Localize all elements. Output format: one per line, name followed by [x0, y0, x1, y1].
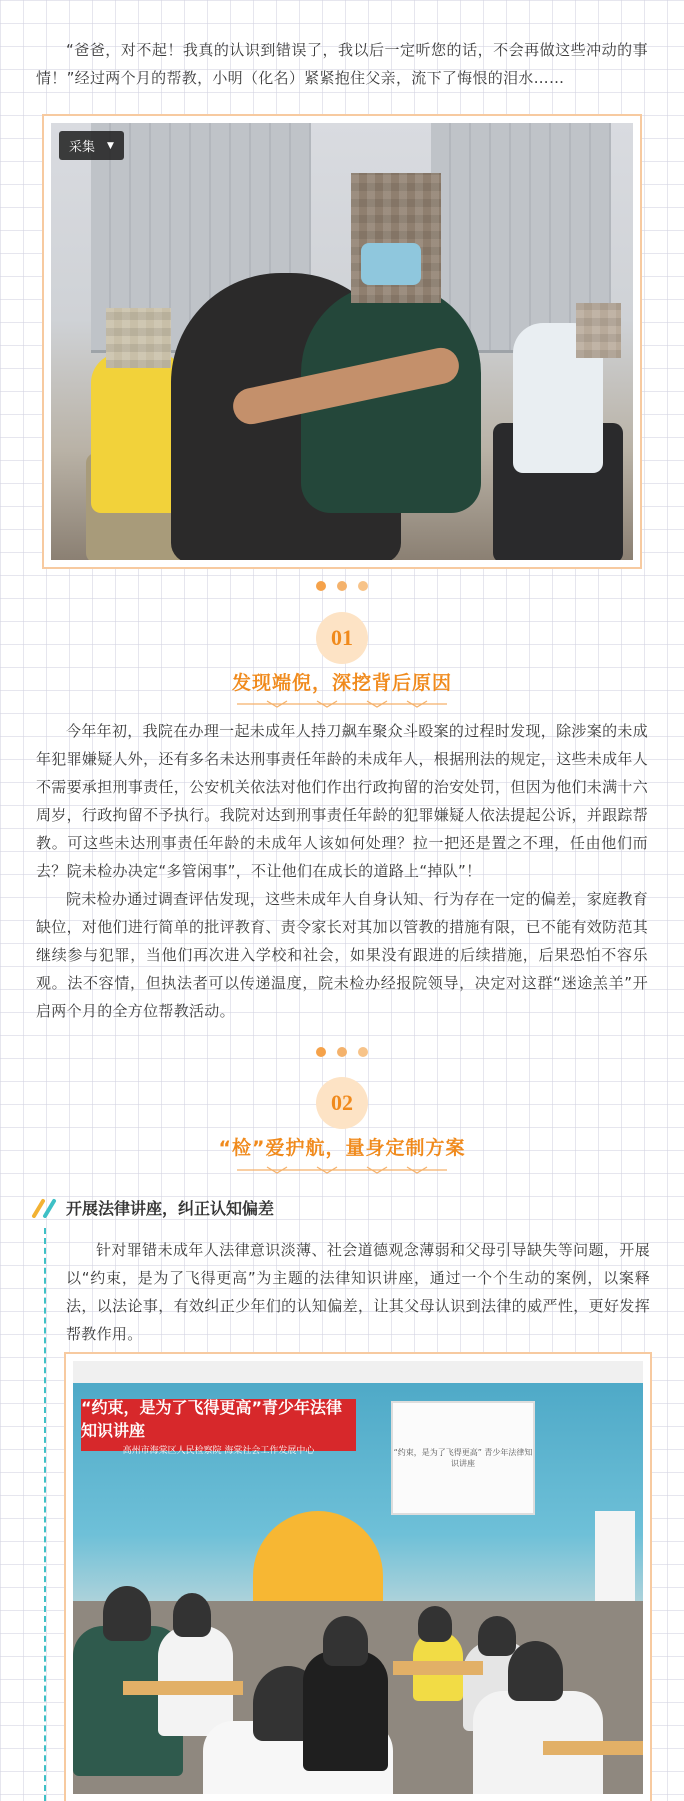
section1-paragraph-1: 今年年初，我院在办理一起未成年人持刀飙车聚众斗殴案的过程时发现，除涉案的未成年犯罪嫌疑人外，还有多名未达刑事责任年龄的未成年人，根据刑法的规定，这些未成年人不需要承担刑事责任，公安机关依法对他们作出行政拘留的治安处罚，但因为他们未满十六周岁，行政拘留不予执行。我院对达到刑事责任年龄的犯罪嫌疑人依法提起公诉，并跟踪帮教。可这些未达刑事责任年龄的未成年人该如何处理？拉一把还是置之不理，任由他们而去？院未检办决定“多管闲事”，不让他们在成长的道路上“掉队”！ [36, 722, 649, 880]
chevron-down-icon: ▼ [107, 140, 114, 151]
section-number-badge: 02 [316, 1077, 368, 1129]
subsection-heading [30, 1196, 274, 1219]
section-divider-dots [0, 1047, 684, 1057]
section-title: “检”爱护航，量身定制方案 [218, 1137, 466, 1159]
timeline-dashed-line [44, 1228, 46, 1801]
photo-hug-frame [42, 114, 642, 569]
photo-lecture [73, 1361, 643, 1794]
section-title: 发现端倪，深挖背后原因 [231, 672, 452, 694]
collect-button-label: 采集 [69, 140, 96, 155]
intro-paragraph: “爸爸，对不起！我真的认识到错误了，我以后一定听您的话，不会再做这些冲动的事情！”经过两个月的帮教，小明（化名）紧紧抱住父亲，流下了悔恨的泪水…… [36, 41, 648, 87]
collect-button[interactable] [59, 131, 124, 160]
photo-lecture-frame [64, 1352, 652, 1801]
subsection-heading-text: 开展法律讲座，纠正认知偏差 [66, 1199, 275, 1218]
double-slash-icon [30, 1198, 58, 1218]
projector-screen: “约束，是为了飞得更高” 青少年法律知识讲座 [391, 1401, 535, 1515]
section-divider-dots [0, 581, 684, 591]
title-underline-decoration [237, 699, 447, 709]
lecture-banner: “约束，是为了飞得更高”青少年法律知识讲座 高州市海棠区人民检察院 海棠社会工作发展中心 [81, 1399, 356, 1451]
section1-paragraph-2: 院未检办通过调查评估发现，这些未成年人自身认知、行为存在一定的偏差，家庭教育缺位，对他们进行简单的批评教育、责令家长对其加以管教的措施有限，已不能有效防范其继续参与犯罪，当他们再次进入学校和社会，如果没有跟进的后续措施，后果恐怕不容乐观。法不容情，但执法者可以传递温度，院未检办经报院领导，决定对这群“迷途羔羊”开启两个月的全方位帮教活动。 [36, 890, 649, 1020]
title-underline-decoration [237, 1165, 447, 1175]
section2-paragraph-1: 针对罪错未成年人法律意识淡薄、社会道德观念薄弱和父母引导缺失等问题，开展以“约束，是为了飞得更高”为主题的法律知识讲座，通过一个个生动的案例，以案释法，以法论事，有效纠正少年们的认知偏差，让其父母认识到法律的威严性，更好发挥帮教作用。 [66, 1241, 650, 1343]
photo-hug [51, 123, 633, 560]
section-number-badge: 01 [316, 612, 368, 664]
